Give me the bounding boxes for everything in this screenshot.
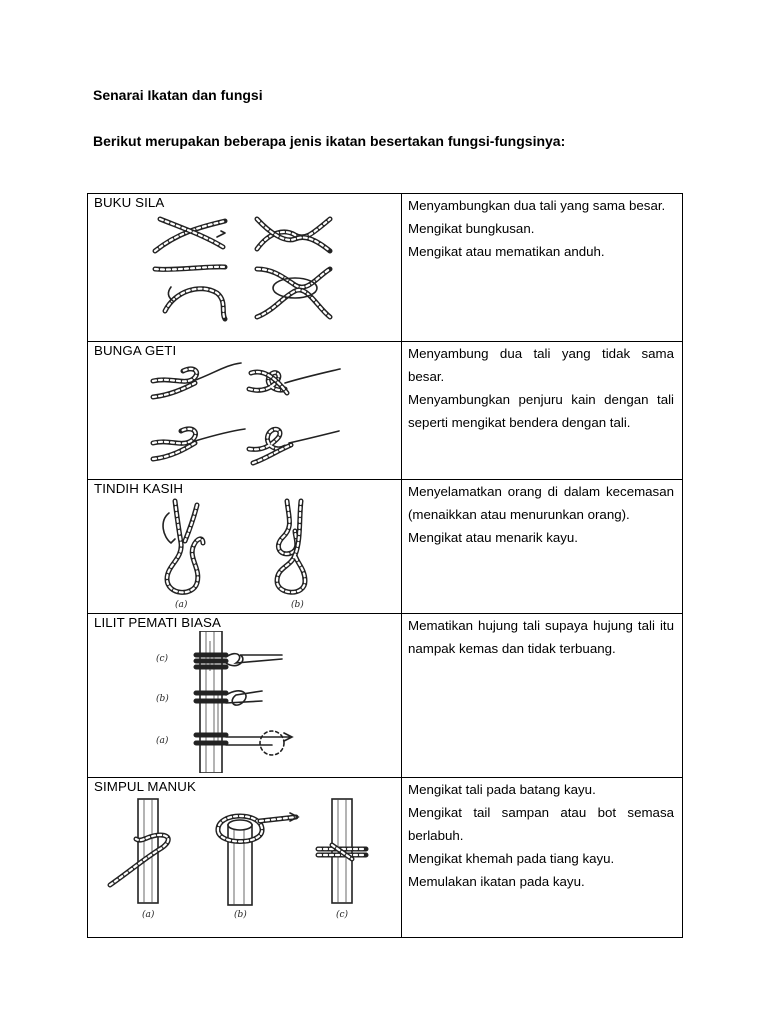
knot-function: Mematikan hujung tali supaya hujung tali itu nampak kemas dan tidak terbuang. [408,618,674,656]
knot-name: TINDIH KASIH [94,481,184,496]
knot-name: SIMPUL MANUK [94,779,196,794]
knot-name-cell [88,614,402,778]
knot-function: Menyambungkan dua tali yang sama besar. [408,198,666,213]
figure-label: (c) [335,910,348,920]
knot-name-cell [88,342,402,480]
figure-label: (a) [156,736,169,746]
knot-function: Memulakan ikatan pada kayu. [408,874,585,889]
document-intro: Berikut merupakan beberapa jenis ikatan besertakan fungsi-fungsinya: [93,133,566,149]
knot-function-cell [402,194,683,342]
knot-function: Mengikat atau menarik kayu. [408,530,578,545]
knot-function-cell [402,480,683,614]
document-title: Senarai Ikatan dan fungsi [93,87,263,103]
figure-label: (a) [141,910,154,920]
knot-name-cell [88,194,402,342]
figure-label: (c) [156,654,169,664]
reef-knot-illustration [145,211,345,323]
table-row [88,342,683,480]
knot-function: Mengikat tali pada batang kayu. [408,782,596,797]
knot-function-cell [402,342,683,480]
knot-function: Mengikat bungkusan. [408,221,535,236]
knot-name: BUNGA GETI [94,343,177,358]
knot-name-cell [88,480,402,614]
knot-name: LILIT PEMATI BIASA [94,615,221,630]
figure-label: (b) [290,600,304,609]
table-row [88,480,683,614]
whipping-illustration [152,631,352,773]
knot-function: Mengikat tail sampan atau bot semasa berlabuh. [408,805,674,843]
table-row [88,778,683,938]
table-row [88,194,683,342]
knot-name-cell [88,778,402,938]
knot-name: BUKU SILA [94,195,165,210]
figure-label: (b) [233,910,247,920]
knots-table [87,193,683,938]
figure-label: (b) [156,694,169,704]
knot-function: Mengikat atau mematikan anduh. [408,244,605,259]
knot-function: Mengikat khemah pada tiang kayu. [408,851,615,866]
knot-function: Menyelamatkan orang di dalam kecemasan (menaikkan atau menurunkan orang). [408,484,674,522]
bowline-illustration [145,497,345,609]
knot-function: Menyambungkan penjuru kain dengan tali seperti mengikat bendera dengan tali. [408,392,674,430]
figure-label: (a) [174,600,187,609]
knot-function-cell [402,778,683,938]
sheet-bend-illustration [145,359,345,471]
table-row [88,614,683,778]
knot-function: Menyambung dua tali yang tidak sama besar. [408,346,674,384]
clove-hitch-illustration [100,795,390,925]
knot-function-cell [402,614,683,778]
